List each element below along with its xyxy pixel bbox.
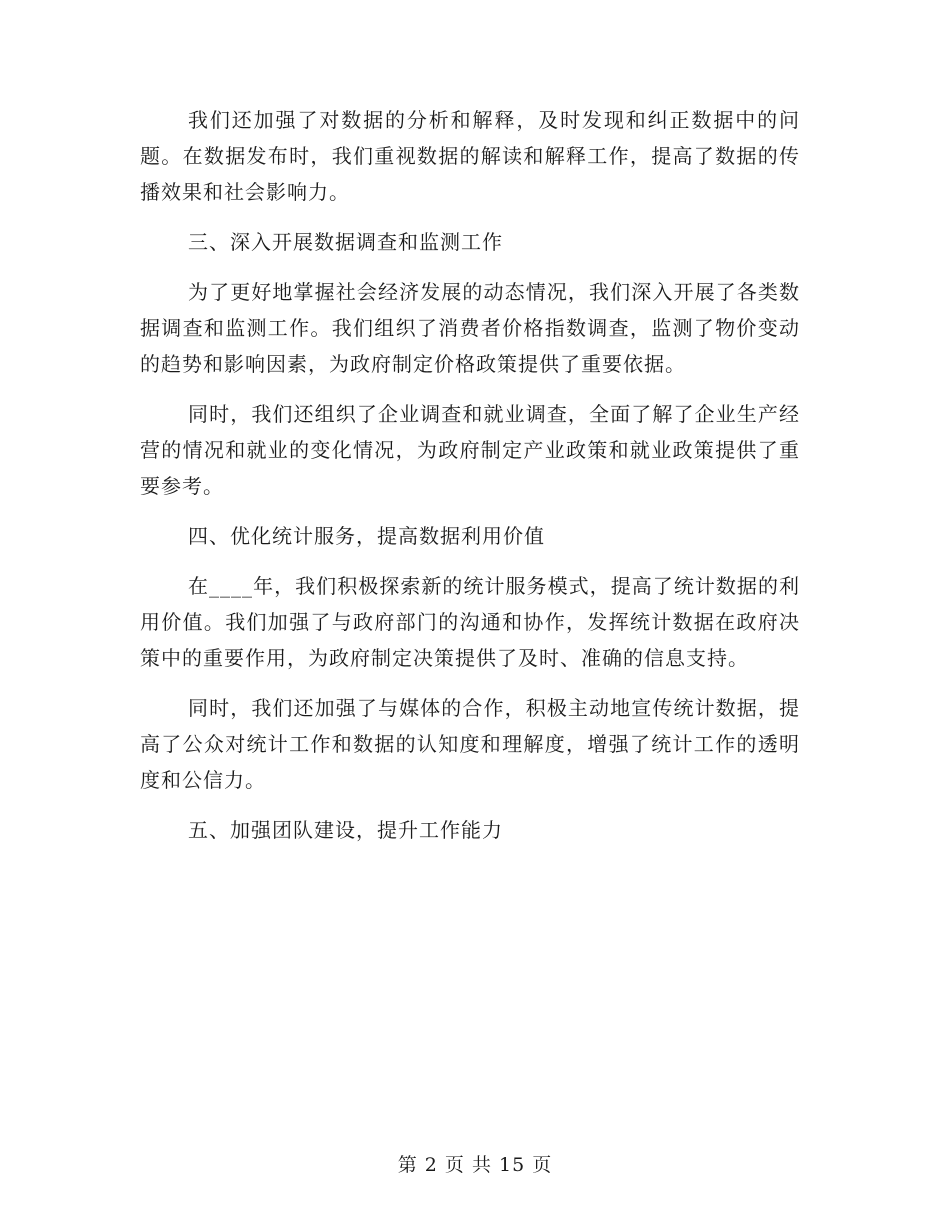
- page-number-footer: 第 2 页 共 15 页: [397, 1154, 553, 1176]
- section-heading: 四、优化统计服务，提高数据利用价值: [188, 524, 545, 548]
- document-body: [140, 102, 800, 862]
- body-paragraph: 我们还加强了对数据的分析和解释，及时发现和纠正数据中的问题。在数据发布时，我们重视数据的解读和解释工作，提高了数据的传播效果和社会影响力。: [140, 108, 800, 204]
- body-paragraph: 同时，我们还加强了与媒体的合作，积极主动地宣传统计数据，提高了公众对统计工作和数据的认知度和理解度，增强了统计工作的透明度和公信力。: [140, 696, 800, 792]
- body-paragraph: 同时，我们还组织了企业调查和就业调查，全面了解了企业生产经营的情况和就业的变化情况，为政府制定产业政策和就业政策提供了重要参考。: [140, 402, 800, 498]
- body-paragraph: 为了更好地掌握社会经济发展的动态情况，我们深入开展了各类数据调查和监测工作。我们组织了消费者价格指数调查，监测了物价变动的趋势和影响因素，为政府制定价格政策提供了重要依据。: [140, 280, 800, 376]
- body-paragraph: 在____年，我们积极探索新的统计服务模式，提高了统计数据的利用价值。我们加强了与政府部门的沟通和协作，发挥统计数据在政府决策中的重要作用，为政府制定决策提供了及时、准确的信息支持。: [140, 574, 800, 670]
- section-heading: 三、深入开展数据调查和监测工作: [188, 230, 503, 254]
- section-heading: 五、加强团队建设，提升工作能力: [188, 818, 503, 842]
